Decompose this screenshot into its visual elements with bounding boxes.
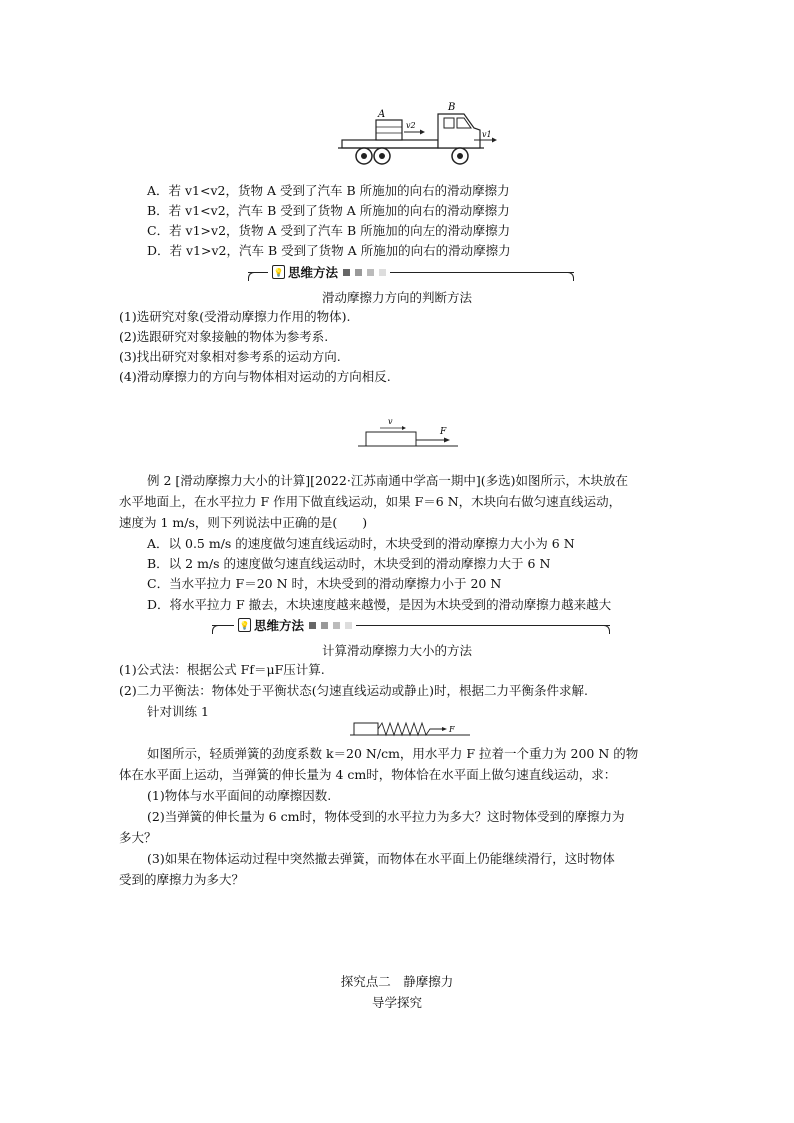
example2-line-3: 速度为 1 m/s，则下列说法中正确的是( ) (119, 515, 368, 530)
example2-line-1: 例 2 [滑动摩擦力大小的计算][2022·江苏南通中学高一期中](多选)如图所示，木块放在 (147, 473, 628, 488)
training-line-3: (1)物体与水平面间的动摩擦因数. (147, 788, 332, 803)
training-line-6: (3)如果在物体运动过程中突然撤去弹簧，而物体在水平面上仍能继续滑行，这时物体 (147, 851, 615, 866)
block-figure (358, 416, 458, 452)
method-tag: 思维方法 (288, 265, 339, 280)
q1-option-b: B．若 v1<v2，汽车 B 受到了货物 A 所施加的向右的滑动摩擦力 (147, 203, 510, 218)
section-title: 探究点二 静摩擦力 (340, 974, 454, 989)
truck-figure (334, 100, 504, 168)
training-heading: 针对训练 1 (147, 704, 209, 719)
training-line-5: 多大？ (119, 830, 157, 845)
example2-option-a: A．以 0.5 m/s 的速度做匀速直线运动时，木块受到的滑动摩擦力大小为 6 N (147, 536, 575, 551)
example2-option-b: B．以 2 m/s 的速度做匀速直线运动时，木块受到的滑动摩擦力大于 6 N (147, 556, 551, 571)
method-tag: 思维方法 (254, 618, 305, 633)
label-v: v (388, 417, 393, 426)
example2-line-2: 水平地面上，在水平拉力 F 作用下做直线运动，如果 F＝6 N，木块向右做匀速直线运动， (119, 494, 622, 509)
method2-title: 计算滑动摩擦力大小的方法 (321, 643, 472, 658)
method1-item-3: (3)找出研究对象相对参考系的运动方向. (119, 349, 341, 364)
label-v2: v2 (406, 121, 416, 130)
q1-option-d: D．若 v1>v2，汽车 B 受到了货物 A 所施加的向右的滑动摩擦力 (147, 243, 511, 258)
method2-item-2: (2)二力平衡法：物体处于平衡状态(匀速直线运动或静止)时，根据二力平衡条件求解. (119, 683, 588, 698)
lightbulb-icon: 💡 (238, 618, 251, 632)
lightbulb-icon: 💡 (272, 265, 285, 279)
label-v1: v1 (482, 130, 492, 139)
method1-item-4: (4)滑动摩擦力的方向与物体相对运动的方向相反. (119, 369, 391, 384)
method1-item-2: (2)选跟研究对象接触的物体为参考系. (119, 329, 329, 344)
label-f-spring: F (449, 725, 455, 734)
label-b: B (448, 102, 456, 113)
training-line-1: 如图所示，轻质弹簧的劲度系数 k＝20 N/cm，用水平力 F 拉着一个重力为 200 N 的物 (147, 746, 639, 761)
method1-item-1: (1)选研究对象(受滑动摩擦力作用的物体). (119, 309, 351, 324)
example2-option-d: D．将水平拉力 F 撤去，木块速度越来越慢，是因为木块受到的滑动摩擦力越来越大 (147, 597, 612, 612)
label-a: A (378, 109, 386, 120)
section-subtitle: 导学探究 (371, 995, 422, 1010)
training-line-4: (2)当弹簧的伸长量为 6 cm时，物体受到的水平拉力为多大？这时物体受到的摩擦力为 (147, 809, 625, 824)
training-line-7: 受到的摩擦力为多大？ (119, 872, 245, 887)
example2-option-c: C．当水平拉力 F＝20 N 时，木块受到的滑动摩擦力小于 20 N (147, 576, 502, 591)
training-line-2: 体在水平面上运动，当弹簧的伸长量为 4 cm时，物体恰在水平面上做匀速直线运动，求： (119, 767, 617, 782)
method-banner-2 (212, 616, 610, 634)
spring-figure (350, 719, 470, 741)
method1-title: 滑动摩擦力方向的判断方法 (321, 290, 472, 305)
q1-option-c: C．若 v1>v2，货物 A 受到了汽车 B 所施加的向左的滑动摩擦力 (147, 223, 511, 238)
method-banner-1 (248, 263, 574, 281)
method2-item-1: (1)公式法：根据公式 Ff＝μF压计算. (119, 662, 325, 677)
label-f: F (440, 427, 447, 437)
q1-option-a: A．若 v1<v2，货物 A 受到了汽车 B 所施加的向右的滑动摩擦力 (147, 183, 510, 198)
